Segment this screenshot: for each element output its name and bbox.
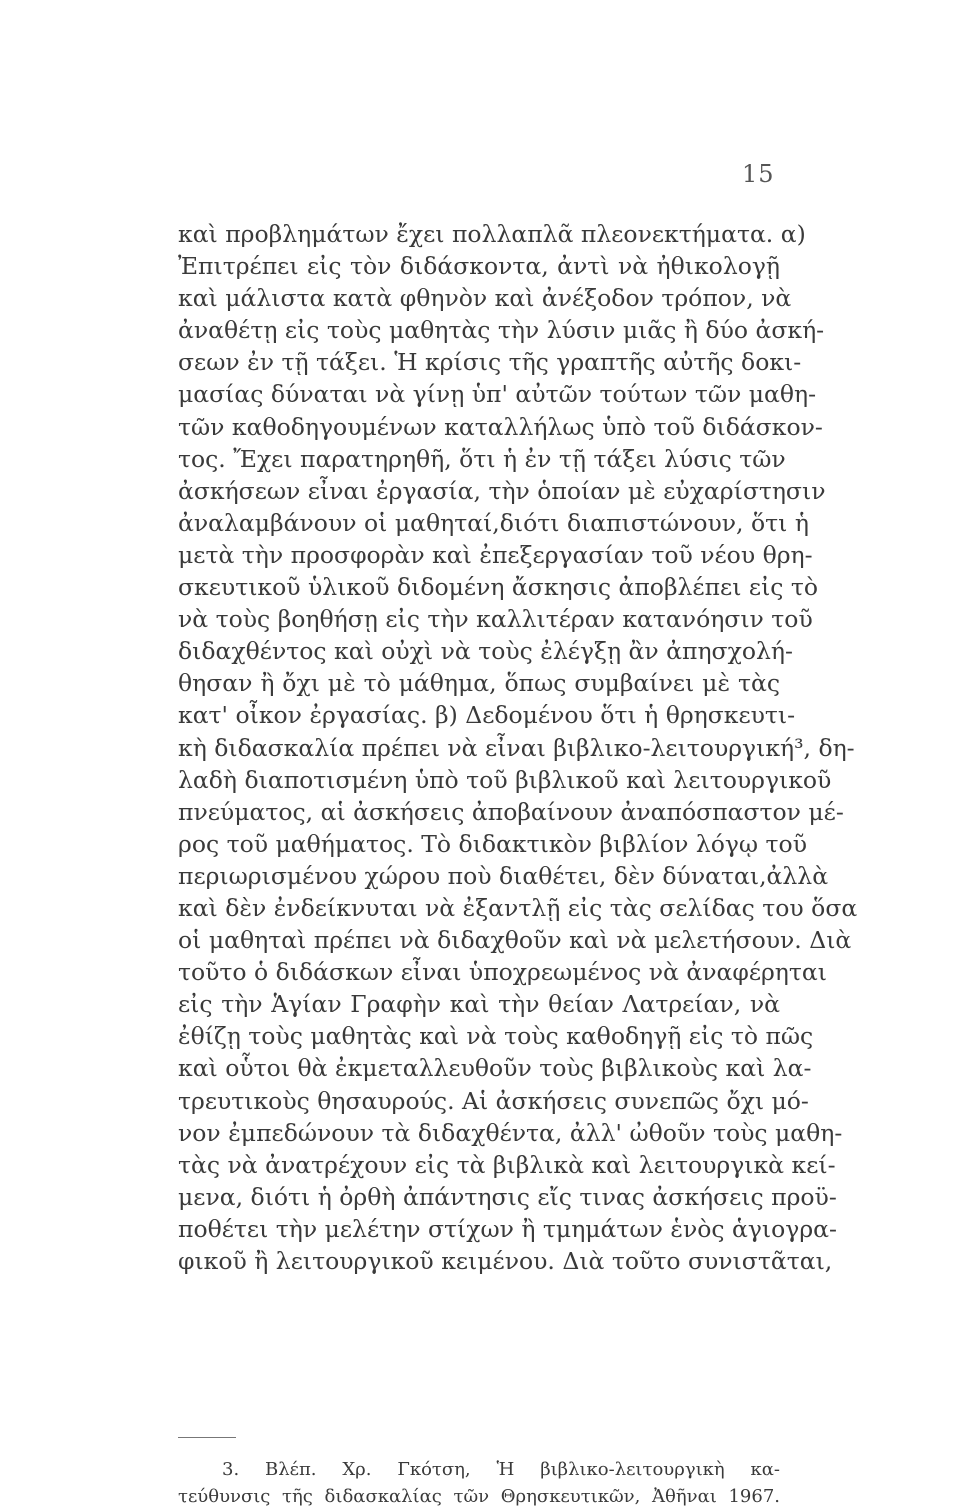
body-line: τῶν καθοδηγουμένων καταλλήλως ὑπὸ τοῦ διδάσκον- (178, 412, 823, 441)
body-line: τρευτικοὺς θησαυρούς. Αἱ ἀσκήσεις συνεπῶς ὄχι μό- (178, 1086, 809, 1115)
footnote-line: 3. Βλέπ. Χρ. Γκότση, Ἡ βιβλικο-λειτουργικὴ κα- (222, 1459, 780, 1480)
body-line: καὶ μάλιστα κατὰ φθηνὸν καὶ ἀνέξοδον τρόπον, νὰ (178, 284, 792, 313)
body-line: μετὰ τὴν προσφορὰν καὶ ἐπεξεργασίαν τοῦ νέου θρη- (178, 540, 813, 569)
body-line: σεων ἐν τῇ τάξει. Ἡ κρίσις τῆς γραπτῆς αὐτῆς δοκι- (178, 348, 802, 377)
body-line: νὰ τοὺς βοηθήσῃ εἰς τὴν καλλιτέραν κατανόησιν τοῦ (178, 605, 813, 634)
body-line: Ἐπιτρέπει εἰς τὸν διδάσκοντα, ἀντὶ νὰ ἠθικολογῇ (178, 252, 780, 281)
body-line: πνεύματος, αἱ ἀσκήσεις ἀποβαίνουν ἀναπόσπαστον μέ- (178, 797, 844, 826)
body-line: ἐθίζῃ τοὺς μαθητὰς καὶ νὰ τοὺς καθοδηγῇ εἰς τὸ πῶς (178, 1022, 814, 1051)
body-line: καὶ οὗτοι θὰ ἐκμεταλλευθοῦν τοὺς βιβλικοὺς καὶ λα- (178, 1054, 812, 1083)
body-line: ἀναλαμβάνουν οἱ μαθηταί,διότι διαπιστώνουν, ὅτι ἡ (178, 508, 809, 537)
body-line: τοῦτο ὁ διδάσκων εἶναι ὑποχρεωμένος νὰ ἀναφέρηται (178, 958, 827, 987)
body-line: μασίας δύναται νὰ γίνῃ ὑπ' αὐτῶν τούτων τῶν μαθη- (178, 380, 817, 409)
body-line: ποθέτει τὴν μελέτην στίχων ἢ τμημάτων ἑνὸς ἁγιογρα- (178, 1214, 837, 1243)
body-line: μενα, διότι ἡ ὀρθὴ ἀπάντησις εἴς τινας ἀσκήσεις προϋ- (178, 1182, 837, 1211)
body-line: τος. Ἔχει παρατηρηθῆ, ὅτι ἡ ἐν τῇ τάξει λύσις τῶν (178, 444, 786, 473)
body-line: τὰς νὰ ἀνατρέχουν εἰς τὰ βιβλικὰ καὶ λειτουργικὰ κεί- (178, 1150, 836, 1179)
body-line: περιωρισμένου χώρου ποὺ διαθέτει, δὲν δύναται,ἀλλὰ (178, 861, 829, 890)
body-line: οἱ μαθηταὶ πρέπει νὰ διδαχθοῦν καὶ νὰ μελετήσουν. Διὰ (178, 926, 852, 955)
body-text (178, 218, 858, 1277)
body-line: εἰς τὴν Ἁγίαν Γραφὴν καὶ τὴν θείαν Λατρείαν, νὰ (178, 990, 780, 1019)
page-number: 15 (742, 160, 775, 188)
body-line: λαδὴ διαποτισμένη ὑπὸ τοῦ βιβλικοῦ καὶ λειτουργικοῦ (178, 765, 832, 794)
footnote-separator (178, 1437, 236, 1438)
body-line: σκευτικοῦ ὑλικοῦ διδομένη ἄσκησις ἀποβλέπει εἰς τὸ (178, 573, 819, 602)
footnote-line: τεύθυνσις τῆς διδασκαλίας τῶν Θρησκευτικῶν, Ἀθῆναι 1967. (178, 1486, 780, 1507)
body-line: καὶ προβλημάτων ἔχει πολλαπλᾶ πλεονεκτήματα. α) (178, 220, 806, 248)
body-line: διδαχθέντος καὶ οὐχὶ νὰ τοὺς ἐλέγξῃ ἂν ἀπησχολή- (178, 637, 793, 666)
body-line: ρος τοῦ μαθήματος. Τὸ διδακτικὸν βιβλίον λόγῳ τοῦ (178, 829, 807, 858)
body-line: ἀσκήσεων εἶναι ἐργασία, τὴν ὁποίαν μὲ εὐχαρίστησιν (178, 476, 826, 505)
body-line: κὴ διδασκαλία πρέπει νὰ εἶναι βιβλικο-λειτουργική³, δη- (178, 733, 855, 762)
body-line: νον ἐμπεδώνουν τὰ διδαχθέντα, ἀλλ' ὠθοῦν τοὺς μαθη- (178, 1118, 843, 1147)
footnotes (178, 1456, 780, 1510)
body-line: κατ' οἶκον ἐργασίας. β) Δεδομένου ὅτι ἡ θρησκευτι- (178, 701, 796, 730)
body-line: καὶ δὲν ἐνδείκνυται νὰ ἐξαντλῇ εἰς τὰς σελίδας του ὅσα (178, 893, 858, 922)
body-line: θησαν ἢ ὄχι μὲ τὸ μάθημα, ὅπως συμβαίνει μὲ τὰς (178, 669, 780, 698)
body-line: φικοῦ ἢ λειτουργικοῦ κειμένου. Διὰ τοῦτο συνιστᾶται, (178, 1247, 833, 1275)
body-line: ἀναθέτῃ εἰς τοὺς μαθητὰς τὴν λύσιν μιᾶς ἢ δύο ἀσκή- (178, 316, 825, 345)
